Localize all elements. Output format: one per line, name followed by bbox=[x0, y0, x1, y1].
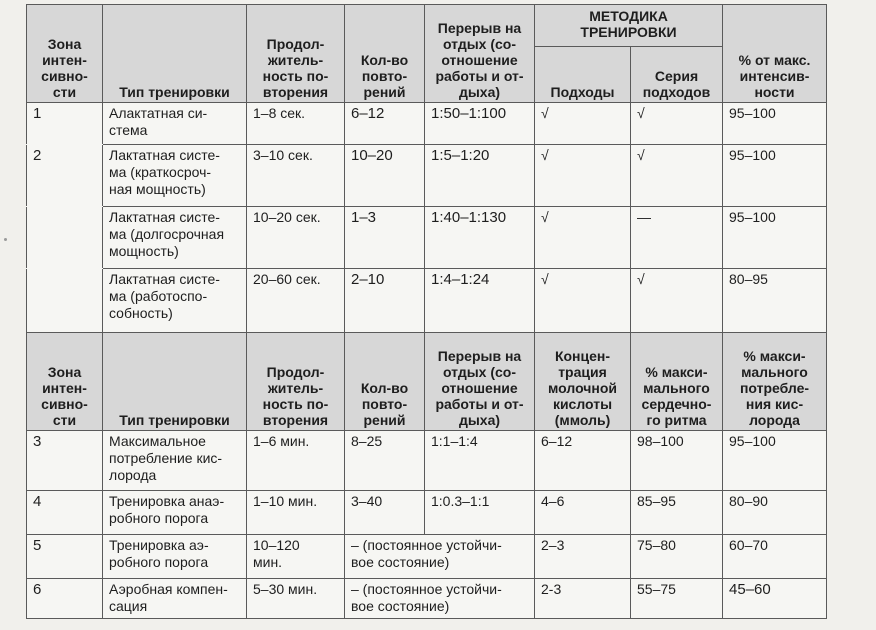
header-heart-rate: % макси- мального сердечно- го ритма bbox=[631, 333, 723, 431]
cell-series: — bbox=[631, 207, 723, 269]
cell-reps-rest: – (постоянное устойчи- вое состояние) bbox=[345, 579, 535, 619]
cell-series: √ bbox=[631, 145, 723, 207]
cell-rest: 1:40–1:130 bbox=[425, 207, 535, 269]
header-rest: Перерыв на отдых (со- отношение работы и от- дыха) bbox=[425, 5, 535, 103]
cell-rest: 1:50–1:100 bbox=[425, 103, 535, 145]
cell-sets: √ bbox=[535, 103, 631, 145]
cell-lactate: 2–3 bbox=[535, 535, 631, 579]
cell-rest: 1:1–1:4 bbox=[425, 431, 535, 491]
header-reps: Кол-во повто- рений bbox=[345, 333, 425, 431]
cell-duration: 5–30 мин. bbox=[247, 579, 345, 619]
header-series: Серия подходов bbox=[631, 47, 723, 103]
cell-zone bbox=[27, 269, 103, 333]
cell-duration: 20–60 сек. bbox=[247, 269, 345, 333]
training-zones-table bbox=[26, 4, 827, 619]
cell-intensity: 95–100 bbox=[723, 103, 827, 145]
cell-type: Лактатная систе- ма (работоспо- собность) bbox=[103, 269, 247, 333]
cell-vo2: 45–60 bbox=[723, 579, 827, 619]
cell-lactate: 6–12 bbox=[535, 431, 631, 491]
cell-type: Алактатная си- стема bbox=[103, 103, 247, 145]
header-duration: Продол- житель- ность по- вторения bbox=[247, 333, 345, 431]
header-sets: Подходы bbox=[535, 47, 631, 103]
cell-intensity: 95–100 bbox=[723, 207, 827, 269]
cell-zone: 4 bbox=[27, 491, 103, 535]
cell-type: Аэробная компен- сация bbox=[103, 579, 247, 619]
cell-reps-rest: – (постоянное устойчи- вое состояние) bbox=[345, 535, 535, 579]
cell-reps: 10–20 bbox=[345, 145, 425, 207]
cell-zone: 2 bbox=[27, 145, 103, 207]
header-type: Тип тренировки bbox=[103, 5, 247, 103]
cell-zone: 1 bbox=[27, 103, 103, 145]
table-row bbox=[27, 535, 827, 579]
cell-sets: √ bbox=[535, 145, 631, 207]
cell-rest: 1:5–1:20 bbox=[425, 145, 535, 207]
cell-reps: 3–40 bbox=[345, 491, 425, 535]
cell-type: Лактатная систе- ма (краткосроч- ная мощность) bbox=[103, 145, 247, 207]
cell-heart-rate: 75–80 bbox=[631, 535, 723, 579]
header-zone: Зона интен- сивно- сти bbox=[27, 5, 103, 103]
header-reps: Кол-во повто- рений bbox=[345, 5, 425, 103]
header-type: Тип тренировки bbox=[103, 333, 247, 431]
table-row bbox=[27, 269, 827, 333]
cell-zone: 3 bbox=[27, 431, 103, 491]
cell-reps: 6–12 bbox=[345, 103, 425, 145]
header-intensity: % от макс. интенсив- ности bbox=[723, 5, 827, 103]
header-row-2 bbox=[27, 333, 827, 431]
cell-lactate: 2-3 bbox=[535, 579, 631, 619]
cell-vo2: 80–90 bbox=[723, 491, 827, 535]
table-row bbox=[27, 431, 827, 491]
cell-duration: 1–6 мин. bbox=[247, 431, 345, 491]
cell-duration: 10–20 сек. bbox=[247, 207, 345, 269]
cell-type: Тренировка анаэ- робного порога bbox=[103, 491, 247, 535]
cell-type: Тренировка аэ- робного порога bbox=[103, 535, 247, 579]
table-row bbox=[27, 491, 827, 535]
cell-zone: 5 bbox=[27, 535, 103, 579]
cell-duration: 1–10 мин. bbox=[247, 491, 345, 535]
cell-series: √ bbox=[631, 103, 723, 145]
cell-heart-rate: 55–75 bbox=[631, 579, 723, 619]
cell-sets: √ bbox=[535, 207, 631, 269]
cell-sets: √ bbox=[535, 269, 631, 333]
header-duration: Продол- житель- ность по- вторения bbox=[247, 5, 345, 103]
cell-duration: 1–8 сек. bbox=[247, 103, 345, 145]
header-lactate: Концен- трация молочной кислоты (ммоль) bbox=[535, 333, 631, 431]
table-row bbox=[27, 207, 827, 269]
cell-lactate: 4–6 bbox=[535, 491, 631, 535]
cell-rest: 1:0.3–1:1 bbox=[425, 491, 535, 535]
header-rest: Перерыв на отдых (со- отношение работы и от- дыха) bbox=[425, 333, 535, 431]
cell-intensity: 80–95 bbox=[723, 269, 827, 333]
cell-series: √ bbox=[631, 269, 723, 333]
cell-reps: 2–10 bbox=[345, 269, 425, 333]
cell-rest: 1:4–1:24 bbox=[425, 269, 535, 333]
header-zone: Зона интен- сивно- сти bbox=[27, 333, 103, 431]
header-row-1 bbox=[27, 5, 827, 47]
cell-heart-rate: 85–95 bbox=[631, 491, 723, 535]
cell-reps: 1–3 bbox=[345, 207, 425, 269]
table-row bbox=[27, 579, 827, 619]
cell-vo2: 95–100 bbox=[723, 431, 827, 491]
cell-intensity: 95–100 bbox=[723, 145, 827, 207]
cell-reps: 8–25 bbox=[345, 431, 425, 491]
table-row bbox=[27, 103, 827, 145]
header-method: МЕТОДИКА ТРЕНИРОВКИ bbox=[535, 5, 723, 47]
cell-type: Лактатная систе- ма (долгосрочная мощность) bbox=[103, 207, 247, 269]
cell-vo2: 60–70 bbox=[723, 535, 827, 579]
cell-zone bbox=[27, 207, 103, 269]
cell-type: Максимальное потребление кис- лорода bbox=[103, 431, 247, 491]
header-vo2: % макси- мального потребле- ния кис- лорода bbox=[723, 333, 827, 431]
table-row bbox=[27, 145, 827, 207]
cell-duration: 3–10 сек. bbox=[247, 145, 345, 207]
cell-zone: 6 bbox=[27, 579, 103, 619]
cell-heart-rate: 98–100 bbox=[631, 431, 723, 491]
cell-duration: 10–120 мин. bbox=[247, 535, 345, 579]
scan-speck bbox=[4, 238, 7, 241]
